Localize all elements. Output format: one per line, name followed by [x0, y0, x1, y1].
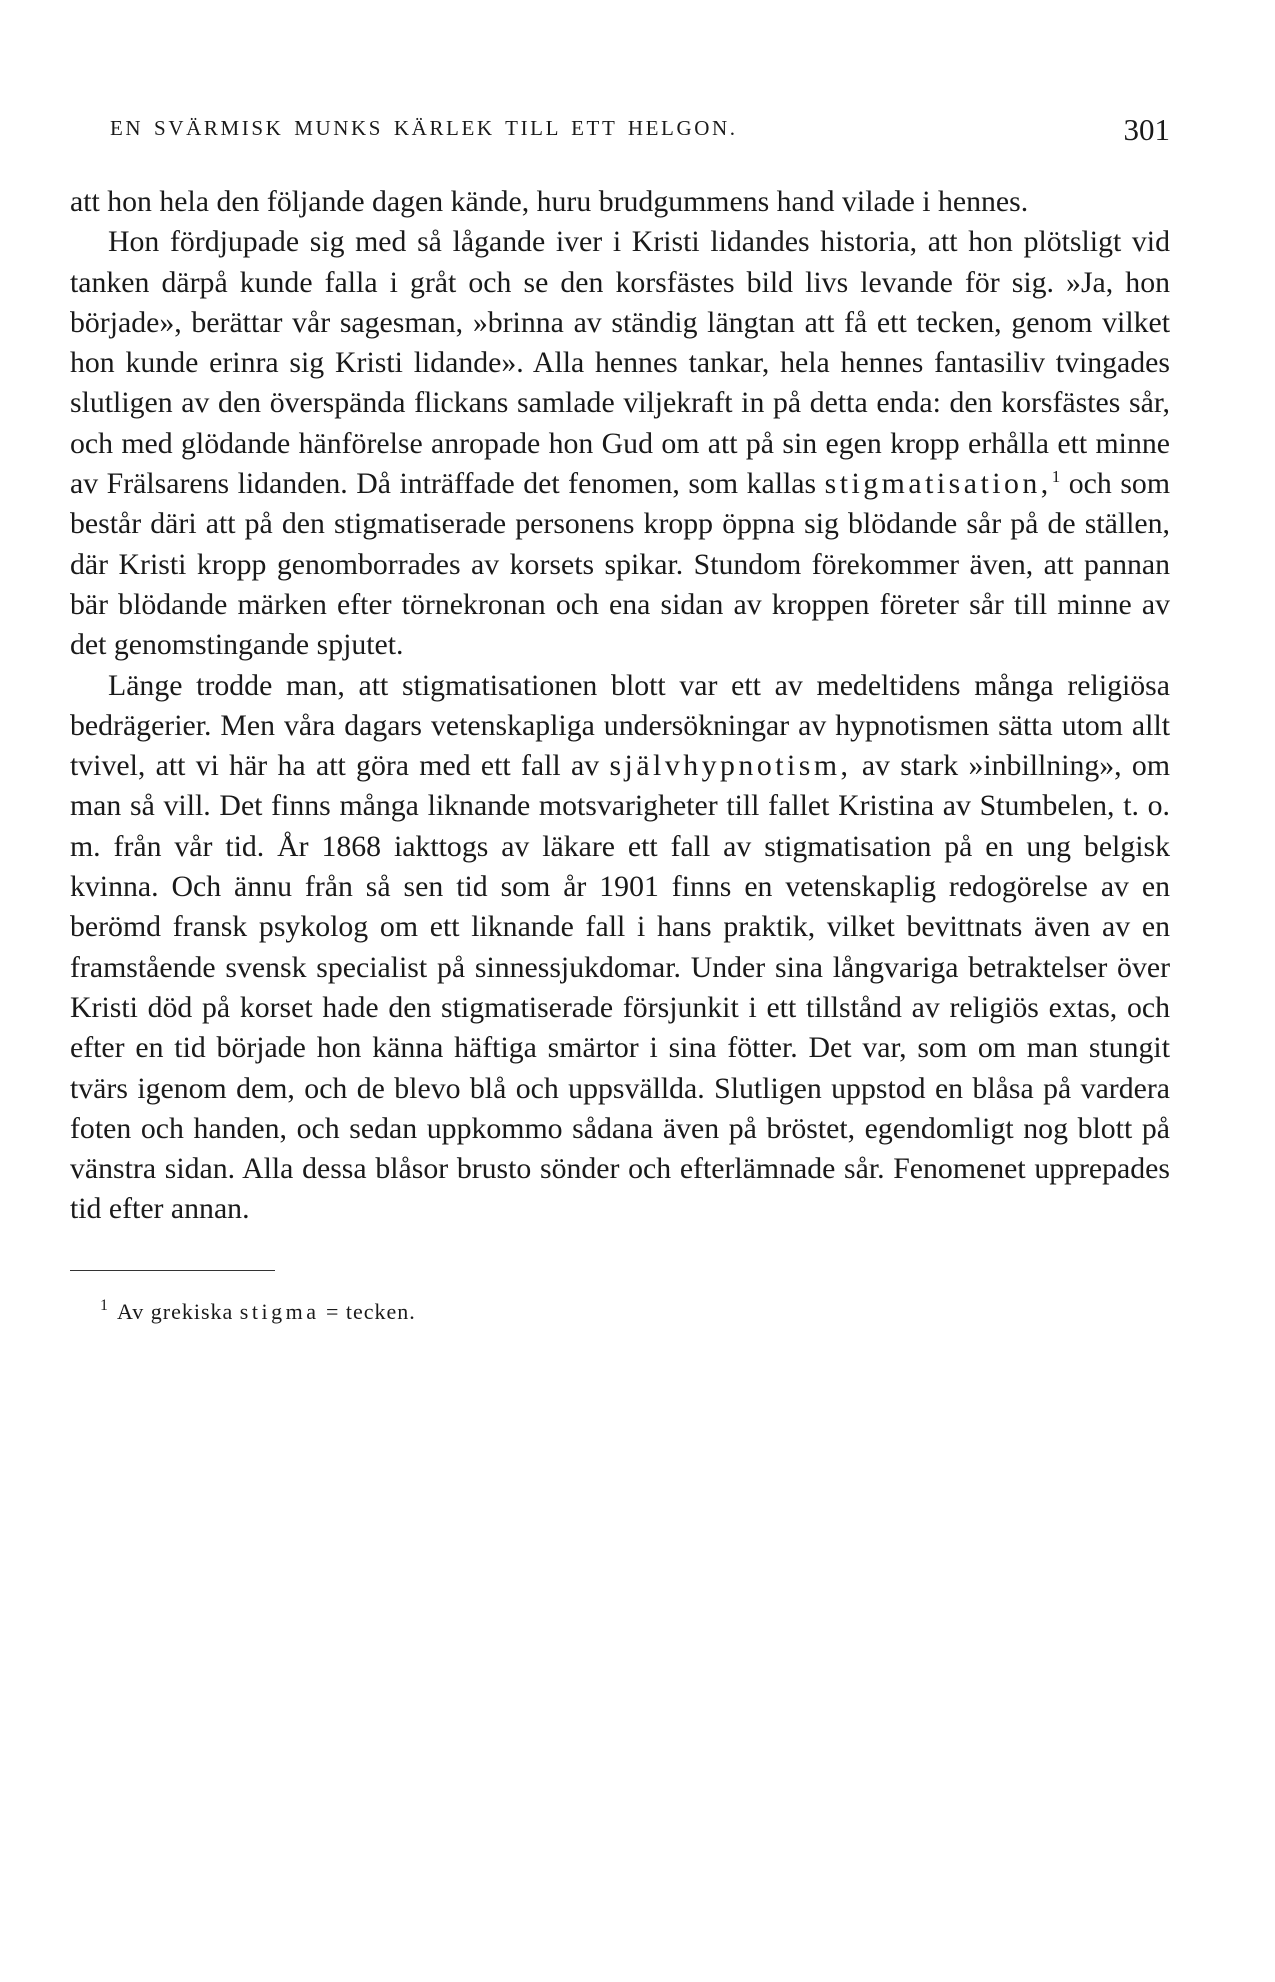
- emphasized-term: självhypnotism,: [609, 749, 852, 783]
- footnote: [100, 1299, 1170, 1325]
- book-page: [70, 112, 1170, 1325]
- footnote-term: stigma: [239, 1298, 320, 1324]
- paragraph-text: Länge trodde man, att stigmatisationen blott var ett av medeltidens många religiösa bedrägerier. Men våra dagars vetenskapliga undersökningar av hypnotismen sätta utom allt tvivel, att vi här ha att göra med ett fall av: [70, 668, 1170, 783]
- paragraph-hypnotism: [70, 666, 1170, 1230]
- paragraph-text: Hon fördjupade sig med så lågande iver i Kristi lidandes historia, att hon plötsligt vid tanken därpå kunde falla i gråt och se den korsfästes bild livs levande för sig. »Ja, hon började», berättar vår sagesman, »brinna av ständig längtan att få ett tecken, genom vilket hon kunde erinra sig Kristi lidande». Alla hennes tankar, hela hennes fantasiliv tvingades slutligen av den överspända flickans samlade viljekraft in på detta enda: den korsfästes sår, och med glödande hänförelse anropade hon Gud om att på sin egen kropp erhålla ett minne av Frälsarens lidanden. Då inträffade det fenomen, som kallas: [70, 225, 1170, 501]
- paragraph-text: av stark »inbillning», om man så vill. Det finns många liknande motsvarigheter till fallet Kristina av Stumbelen, t. o. m. från vår tid. År 1868 iakttogs av läkare ett fall av stigmatisation på en ung belgisk kvinna. Och ännu från så sen tid som år 1901 finns en vetenskaplig redogörelse av en berömd fransk psykolog om ett liknande fall i hans praktik, vilket bevittnats även av en framstående svensk specialist på sinnessjukdomar. Under sina långvariga betraktelser över Kristi död på korset hade den stigmatiserade försjunkit i ett tillstånd av religiös extas, och efter en tid började hon känna häftiga smärtor i sina fötter. Det var, som om man stungit tvärs igenom dem, och de blevo blå och uppsvällda. Slutligen uppstod en blåsa på vardera foten och handen, och sedan uppkommo sådana även på bröstet, egendomligt nog blott på vänstra sidan. Alla dessa blåsor brusto sönder och efterlämnade sår. Fenomenet upprepades tid efter annan.: [70, 749, 1170, 1226]
- emphasized-term: stigmatisation,: [824, 467, 1052, 501]
- running-header: [70, 112, 1170, 152]
- paragraph-stigmatisation: [70, 222, 1170, 665]
- page-number: 301: [1123, 112, 1170, 147]
- paragraph-text: och som består däri att på den stigmatiserade personens kropp öppna sig blödande sår på de ställen, där Kristi kropp genomborrades av korsets spikar. Stundom förekommer även, att pannan bär blödande märken efter törnekronan och ena sidan av kroppen företer sår till minne av det genomstingande spjutet.: [70, 467, 1170, 662]
- footnote-divider: [70, 1270, 275, 1271]
- body-text: [70, 182, 1170, 1230]
- footnote-reference: 1: [1051, 467, 1061, 487]
- running-title: EN SVÄRMISK MUNKS KÄRLEK TILL ETT HELGON.: [110, 116, 738, 140]
- footnote-text: = tecken.: [325, 1298, 416, 1324]
- footnote-marker: 1: [100, 1297, 109, 1315]
- footnote-text: Av grekiska: [117, 1298, 234, 1324]
- paragraph-continuation: att hon hela den följande dagen kände, huru brudgummens hand vilade i hennes.: [70, 185, 1029, 218]
